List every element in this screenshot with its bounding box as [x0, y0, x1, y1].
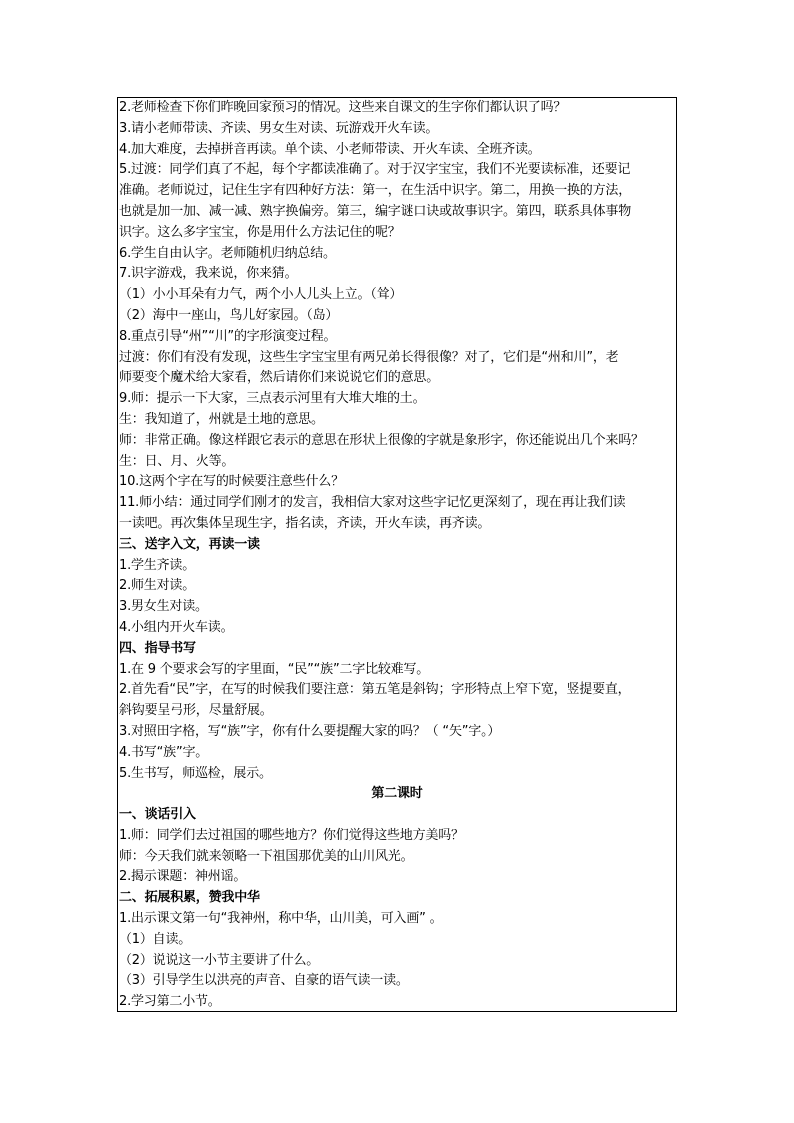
text-line: （1）小小耳朵有力气，两个小人儿头上立。（耸） [119, 287, 403, 303]
text-line: 过渡：你们有没有发现，这些生字宝宝里有两兄弟长得很像？对了，它们是“州和川”，老 [119, 349, 619, 365]
text-line: 2.老师检查下你们昨晚回家预习的情况。这些来自课文的生字你们都认识了吗？ [119, 100, 567, 115]
text-line: 7.识字游戏，我来说，你来猜。 [119, 266, 298, 282]
text-line: 生：日、月、火等。 [119, 453, 235, 469]
text-line: 6.学生自由认字。老师随机归纳总结。 [119, 245, 336, 261]
text-line: 2.首先看“民”字，在写的时候我们要注意：第五笔是斜钩；字形特点上窄下宽，竖提要直， [119, 682, 631, 698]
section-heading: 一、谈话引入 [119, 807, 196, 823]
text-line: 1.在 9 个要求会写的字里面，“民”“族”二字比较难写。 [119, 661, 430, 677]
text-line: 3.男女生对读。 [119, 599, 208, 615]
text-line: 8.重点引导“州”“川”的字形演变过程。 [119, 328, 337, 344]
text-line: 斜钩要呈弓形，尽量舒展。 [119, 703, 273, 719]
text-line: （1）自读。 [119, 931, 192, 947]
text-line: （2）说说这一小节主要讲了什么。 [119, 952, 320, 968]
text-line: 师要变个魔术给大家看，然后请你们来说说它们的意思。 [119, 370, 440, 386]
text-line: 4.小组内开火车读。 [119, 619, 234, 635]
section-heading: 二、拓展积累，赞我中华 [119, 890, 260, 906]
text-line: 生：我知道了，州就是土地的意思。 [119, 411, 324, 427]
lesson-plan-text [119, 98, 675, 1013]
text-line: 3.请小老师带读、齐读、男女生对读、玩游戏开火车读。 [119, 120, 439, 136]
section-heading: 三、送字入文，再读一读 [119, 536, 260, 552]
text-line: 识字。这么多字宝宝，你是用什么方法记住的呢？ [119, 224, 401, 240]
section-heading: 四、指导书写 [119, 640, 196, 656]
text-line: 师：今天我们就来领略一下祖国那优美的山川风光。 [119, 848, 414, 864]
text-line: 9.师：提示一下大家，三点表示河里有大堆大堆的土。 [119, 391, 426, 407]
text-line: 4.加大难度，去掉拼音再读。单个读、小老师带读、开火车读、全班齐读。 [119, 141, 541, 157]
text-line: 4.书写“族”字。 [119, 744, 209, 760]
text-line: （2）海中一座山，鸟儿好家园。（岛） [119, 307, 339, 323]
text-line: 1.出示课文第一句“我神州，称中华，山川美，可入画” 。 [119, 911, 443, 927]
text-line: 2.师生对读。 [119, 578, 196, 594]
section-heading: 第二课时 [371, 786, 423, 802]
text-line: 2.揭示课题：神州谣。 [119, 869, 247, 885]
text-line: 3.对照田字格，写“族”字，你有什么要提醒大家的吗？（ “矢”字。） [119, 723, 501, 739]
text-line: 10.这两个字在写的时候要注意些什么？ [119, 474, 344, 490]
text-line: 5.生书写，师巡检，展示。 [119, 765, 272, 781]
text-line: 准确。老师说过，记住生字有四种好方法：第一，在生活中识字。第二，用换一换的方法， [119, 183, 632, 199]
text-line: 11.师小结：通过同学们刚才的发言，我相信大家对这些字记忆更深刻了，现在再让我们读 [119, 495, 626, 511]
text-line: 师：非常正确。像这样跟它表示的意思在形状上很像的字就是象形字，你还能说出几个来吗？ [119, 432, 644, 448]
text-line: 2.学习第二小节。 [119, 994, 221, 1010]
text-line: 1.学生齐读。 [119, 557, 196, 573]
text-line: 也就是加一加、减一减、熟字换偏旁。第三，编字谜口诀或故事识字。第四，联系具体事物 [119, 203, 632, 219]
text-line: （3）引导学生以洪亮的声音、自豪的语气读一读。 [119, 973, 409, 989]
text-line: 一读吧。再次集体呈现生字，指名读，齐读，开火车读，再齐读。 [119, 515, 491, 531]
text-line: 1.师：同学们去过祖国的哪些地方？你们觉得这些地方美吗？ [119, 827, 464, 843]
text-line: 5.过渡：同学们真了不起，每个字都读准确了。对于汉字宝宝，我们不光要读标准，还要记 [119, 162, 631, 178]
